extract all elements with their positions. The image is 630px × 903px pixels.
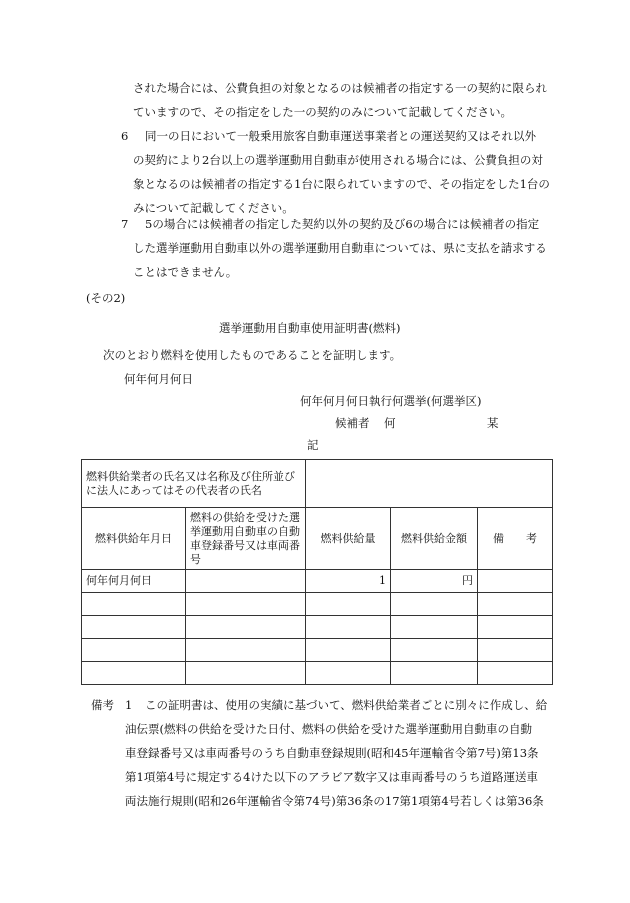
section-label: (その2) xyxy=(86,291,126,305)
row-remarks[interactable] xyxy=(478,570,553,593)
row-date[interactable] xyxy=(82,639,186,662)
table-row xyxy=(82,570,553,593)
remarks-line-1: この証明書は、使用の実績に基づいて、燃料供給業者ごとに別々に作成し、給 xyxy=(145,698,548,712)
note-6-line-1: 同一の日において一般乗用旅客自動車運送事業者との運送契約又はそれ以外 xyxy=(145,129,536,143)
row-quantity[interactable]: 1 xyxy=(306,570,391,593)
row-quantity[interactable] xyxy=(306,662,391,685)
note-5-line-2: ていますので、その指定をした一の契約のみについて記載してください。 xyxy=(133,105,513,119)
note-5-line-1: された場合には、公費負担の対象となるのは候補者の指定する一の契約に限られ xyxy=(133,81,547,95)
note-7-number: 7 xyxy=(121,217,129,231)
row-remarks[interactable] xyxy=(478,639,553,662)
header-remarks-b: 考 xyxy=(526,531,538,545)
header-remarks xyxy=(478,508,553,570)
header-quantity: 燃料供給量 xyxy=(306,508,391,570)
candidate-label: 候補者 xyxy=(335,416,370,430)
row-date[interactable] xyxy=(82,593,186,616)
supplier-label: 燃料供給業者の氏名又は名称及び住所並びに法人にあってはその代表者の氏名 xyxy=(82,460,306,508)
row-remarks[interactable] xyxy=(478,593,553,616)
row-amount[interactable] xyxy=(391,593,478,616)
note-6-line-3: 象となるのは候補者の指定する1台に限られていますので、その指定をした1台の xyxy=(133,177,550,191)
row-amount[interactable] xyxy=(391,639,478,662)
header-row xyxy=(82,508,553,570)
header-date: 燃料供給年月日 xyxy=(82,508,186,570)
remarks-line-3: 車登録番号又は車両番号のうち自動車登録規則(昭和45年運輸省令第7号)第13条 xyxy=(125,746,539,760)
row-remarks[interactable] xyxy=(478,662,553,685)
header-amount: 燃料供給金額 xyxy=(391,508,478,570)
election-line: 何年何月何日執行何選挙(何選挙区) xyxy=(300,394,482,408)
header-vehicle: 燃料の供給を受けた選挙運動用自動車の自動車登録番号又は車両番号 xyxy=(186,508,306,570)
row-vehicle[interactable] xyxy=(186,639,306,662)
fuel-certificate-table xyxy=(81,459,553,685)
remarks-number: 1 xyxy=(125,698,133,712)
note-6-number: 6 xyxy=(121,129,129,143)
row-date[interactable]: 何年何月何日 xyxy=(82,570,186,593)
candidate-name-given: 某 xyxy=(487,416,499,430)
candidate-name-family: 何 xyxy=(384,416,396,430)
row-amount[interactable] xyxy=(391,616,478,639)
table-row xyxy=(82,616,553,639)
table-row xyxy=(82,593,553,616)
remarks-line-2: 油伝票(燃料の供給を受けた日付、燃料の供給を受けた選挙運動用自動車の自動 xyxy=(125,722,532,736)
row-remarks[interactable] xyxy=(478,616,553,639)
row-quantity[interactable] xyxy=(306,639,391,662)
row-amount[interactable] xyxy=(391,662,478,685)
header-remarks-a: 備 xyxy=(493,531,505,545)
row-vehicle[interactable] xyxy=(186,616,306,639)
note-7-line-1: 5の場合には候補者の指定した契約以外の契約及び6の場合には候補者の指定 xyxy=(145,217,540,231)
row-vehicle[interactable] xyxy=(186,593,306,616)
row-quantity[interactable] xyxy=(306,593,391,616)
remarks-line-5: 両法施行規則(昭和26年運輸省令第74号)第36条の17第1項第4号若しくは第36条 xyxy=(125,794,544,808)
certificate-title: 選挙運動用自動車使用証明書(燃料) xyxy=(219,321,401,335)
certificate-date: 何年何月何日 xyxy=(124,372,193,386)
ki-marker: 記 xyxy=(307,438,319,452)
table-row xyxy=(82,662,553,685)
row-date[interactable] xyxy=(82,616,186,639)
table-row xyxy=(82,639,553,662)
certificate-statement: 次のとおり燃料を使用したものであることを証明します。 xyxy=(103,348,402,362)
row-vehicle[interactable] xyxy=(186,662,306,685)
supplier-row xyxy=(82,460,553,508)
remarks-label: 備考 xyxy=(91,698,114,712)
row-amount[interactable]: 円 xyxy=(391,570,478,593)
row-vehicle[interactable] xyxy=(186,570,306,593)
note-6-line-4: みについて記載してください。 xyxy=(133,201,294,215)
row-quantity[interactable] xyxy=(306,616,391,639)
remarks-line-4: 第1項第4号に規定する4けた以下のアラビア数字又は車両番号のうち道路運送車 xyxy=(125,770,538,784)
supplier-value[interactable] xyxy=(306,460,553,508)
note-7-line-3: ことはできません。 xyxy=(133,265,238,279)
note-7-line-2: した選挙運動用自動車以外の選挙運動用自動車については、県に支払を請求する xyxy=(133,241,547,255)
note-6-line-2: の契約により2台以上の選挙運動用自動車が使用される場合には、公費負担の対 xyxy=(133,153,543,167)
row-date[interactable] xyxy=(82,662,186,685)
